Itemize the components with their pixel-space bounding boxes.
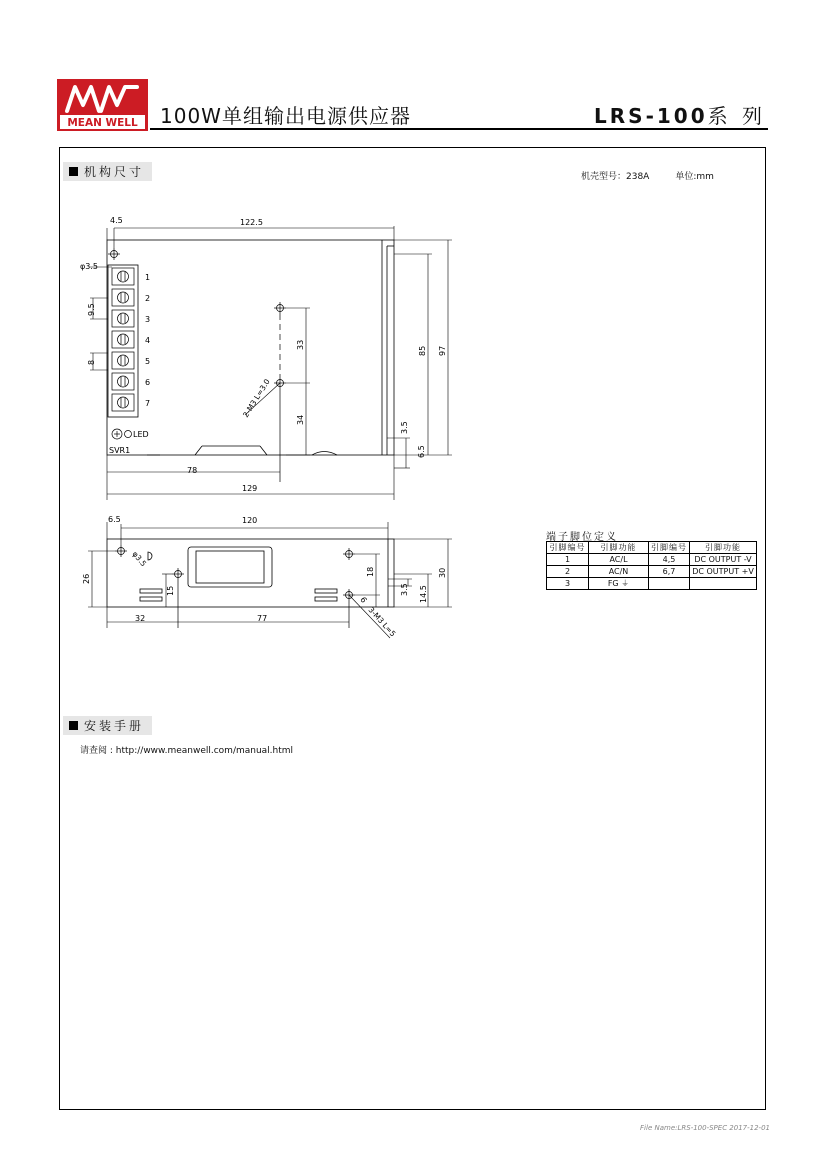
- pin-func: DC OUTPUT -V: [690, 554, 757, 566]
- dim-26: 26: [82, 573, 91, 584]
- case-info: [581, 169, 740, 182]
- footer-file-name: File Name:LRS-100-SPEC 2017-12-01: [640, 1124, 770, 1132]
- dim-6: 6: [358, 595, 369, 605]
- unit-label: 单位:mm: [675, 172, 714, 182]
- svr-label: SVR1: [109, 446, 131, 455]
- top-view-drawing: [60, 210, 460, 500]
- manual-link-text[interactable]: 请查阅 : http://www.meanwell.com/manual.html: [80, 746, 294, 756]
- mean-well-logo: [57, 79, 148, 131]
- bullet-square-icon: [69, 721, 78, 730]
- terminal-label: 6: [145, 378, 151, 387]
- section-title: 安装手册: [84, 719, 145, 733]
- section-title: 机构尺寸: [84, 165, 145, 179]
- dim-9-5: 9.5: [87, 303, 96, 316]
- table-header-row: [547, 542, 757, 554]
- dim-4-5: 4.5: [110, 216, 123, 225]
- dim-18: 18: [366, 566, 375, 577]
- pin-no: 4,5: [649, 554, 690, 566]
- terminal-label: 1: [145, 273, 151, 282]
- col-header: 引脚编号: [547, 542, 589, 554]
- col-header: 引脚功能: [589, 542, 649, 554]
- pin-assignment-table: [546, 541, 757, 590]
- series-model: LRS-100: [594, 104, 708, 128]
- dim-85: 85: [418, 345, 427, 356]
- dim-15: 15: [166, 585, 175, 596]
- table-row: [547, 566, 757, 578]
- screw-spec: 2-M3 L=3.0: [241, 377, 272, 420]
- dim-30: 30: [438, 567, 447, 578]
- case-number: 机壳型号：238A: [581, 172, 650, 182]
- dim-6-5: 6.5: [417, 445, 426, 458]
- pin-no: 6,7: [649, 566, 690, 578]
- pin-no: 1: [547, 554, 589, 566]
- dim-120: 120: [242, 516, 258, 525]
- pin-table-title: 端子脚位定义: [546, 532, 618, 543]
- mounting-holes: [108, 248, 286, 482]
- side-view-drawing: [60, 510, 460, 650]
- side-mounting-holes: [115, 545, 355, 628]
- pin-func: AC/L: [589, 554, 649, 566]
- table-row: [547, 554, 757, 566]
- brand-name: MEAN WELL: [67, 117, 138, 129]
- dim-14-5: 14.5: [419, 585, 428, 603]
- side-hole-dia: φ3.5: [130, 549, 149, 569]
- section-heading-mechanical: [63, 162, 152, 181]
- series-suffix: 系 列: [707, 104, 766, 128]
- pin-no: [649, 578, 690, 590]
- led-indicator: [112, 429, 132, 439]
- dim-77: 77: [257, 614, 268, 623]
- led-label: LED: [133, 430, 149, 439]
- bullet-square-icon: [69, 167, 78, 176]
- dim-33: 33: [296, 339, 305, 350]
- dim-78: 78: [187, 466, 198, 475]
- pin-no: 3: [547, 578, 589, 590]
- table-row: [547, 578, 757, 590]
- terminal-label: 5: [145, 357, 151, 366]
- dim-32: 32: [135, 614, 146, 623]
- pin-no: 2: [547, 566, 589, 578]
- header-rule: [150, 128, 768, 130]
- pin-func: DC OUTPUT +V: [690, 566, 757, 578]
- col-header: 引脚功能: [690, 542, 757, 554]
- dim-6-5: 6.5: [108, 515, 121, 524]
- dim-97: 97: [438, 345, 447, 356]
- pin-func: [690, 578, 757, 590]
- dim-129: 129: [242, 484, 258, 493]
- pin-func: AC/N: [589, 566, 649, 578]
- terminal-block: [112, 268, 134, 411]
- pin-func: FG ⏚: [589, 578, 649, 590]
- dim-3-5: 3.5: [400, 421, 409, 434]
- col-header: 引脚编号: [649, 542, 690, 554]
- terminal-label: 4: [145, 336, 151, 345]
- terminal-label: 3: [145, 315, 151, 324]
- dim-122-5: 122.5: [240, 218, 263, 227]
- dim-3-5: 3.5: [400, 583, 409, 596]
- terminal-label: 7: [145, 399, 151, 408]
- document-title: 100W单组输出电源供应器: [160, 104, 411, 128]
- side-screw-spec: 3-M3 L=5: [366, 605, 398, 639]
- dim-34: 34: [296, 414, 305, 425]
- dim-8: 8: [87, 359, 96, 365]
- section-heading-manual: [63, 716, 152, 735]
- dim-hole-dia: φ3.5: [80, 262, 98, 271]
- terminal-label: 2: [145, 294, 151, 303]
- series-title: [594, 100, 766, 129]
